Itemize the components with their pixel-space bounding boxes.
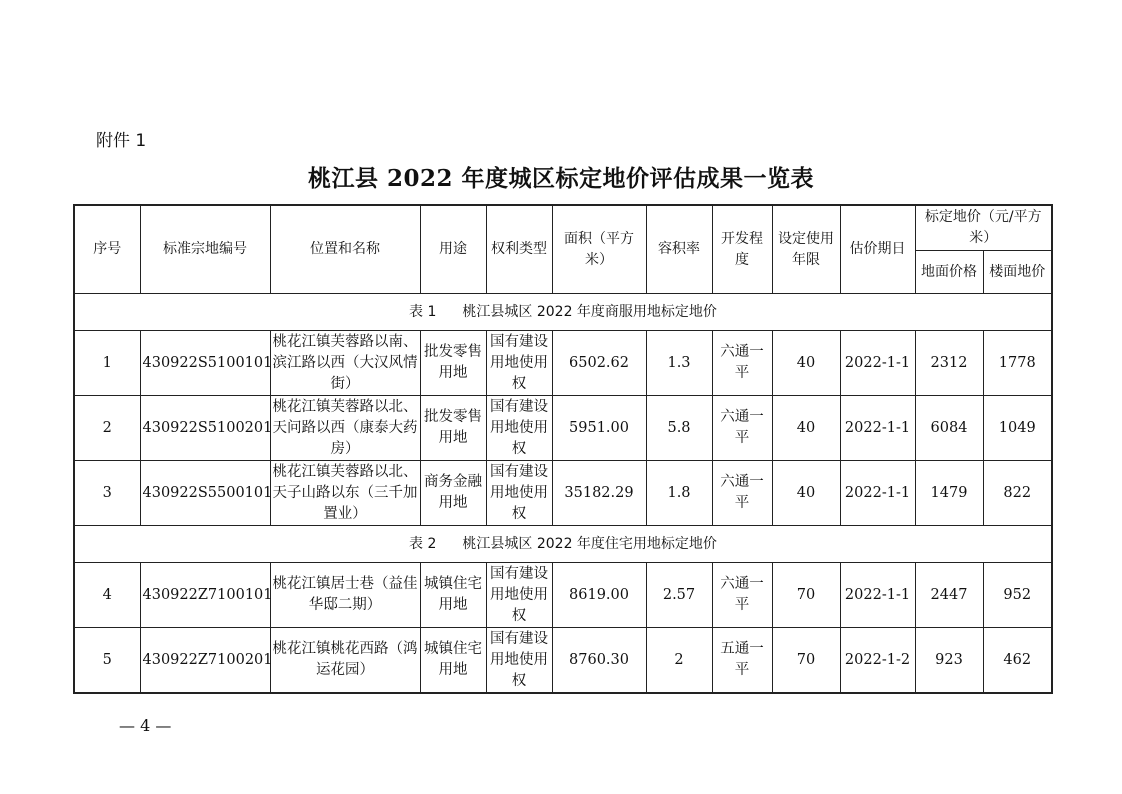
table-row xyxy=(74,331,1052,396)
section-heading xyxy=(74,526,1052,563)
header-use: 用途 xyxy=(420,205,486,294)
cell-area: 35182.29 xyxy=(552,461,646,526)
cell-use: 批发零售用地 xyxy=(420,331,486,396)
cell-code: 430922Z7100101 xyxy=(140,563,270,628)
cell-development: 六通一平 xyxy=(712,563,772,628)
header-land-price: 地面价格 xyxy=(915,251,983,294)
attachment-label: 附件 1 xyxy=(96,131,147,151)
cell-no: 2 xyxy=(74,396,140,461)
cell-land-price: 2312 xyxy=(915,331,983,396)
cell-far: 2 xyxy=(646,628,712,694)
cell-code: 430922S5100201 xyxy=(140,396,270,461)
cell-no: 4 xyxy=(74,563,140,628)
cell-floor-price: 952 xyxy=(983,563,1052,628)
cell-land-price: 923 xyxy=(915,628,983,694)
cell-date: 2022-1-1 xyxy=(840,331,915,396)
header-location: 位置和名称 xyxy=(270,205,420,294)
table-row xyxy=(74,461,1052,526)
header-right-type: 权利类型 xyxy=(486,205,552,294)
cell-location: 桃花江镇桃花西路（鸿运花园） xyxy=(270,628,420,694)
table-row xyxy=(74,628,1052,694)
cell-date: 2022-1-1 xyxy=(840,563,915,628)
header-term: 设定使用年限 xyxy=(772,205,840,294)
section-row xyxy=(74,294,1052,331)
cell-land-price: 6084 xyxy=(915,396,983,461)
header-date: 估价期日 xyxy=(840,205,915,294)
cell-right: 国有建设用地使用权 xyxy=(486,563,552,628)
section-title: 桃江县城区 2022 年度住宅用地标定地价 xyxy=(462,535,717,552)
header-area: 面积（平方米） xyxy=(552,205,646,294)
cell-code: 430922S5100101 xyxy=(140,331,270,396)
cell-right: 国有建设用地使用权 xyxy=(486,461,552,526)
cell-location: 桃花江镇芙蓉路以北、天子山路以东（三千加置业） xyxy=(270,461,420,526)
cell-area: 8760.30 xyxy=(552,628,646,694)
section-row xyxy=(74,526,1052,563)
cell-floor-price: 1049 xyxy=(983,396,1052,461)
section-label: 表 2 xyxy=(409,535,437,552)
cell-no: 5 xyxy=(74,628,140,694)
cell-term: 40 xyxy=(772,461,840,526)
table-row xyxy=(74,563,1052,628)
cell-development: 六通一平 xyxy=(712,461,772,526)
section-label: 表 1 xyxy=(409,303,437,320)
cell-term: 40 xyxy=(772,396,840,461)
cell-use: 商务金融用地 xyxy=(420,461,486,526)
header-price-group: 标定地价（元/平方米） xyxy=(915,205,1052,251)
cell-land-price: 2447 xyxy=(915,563,983,628)
cell-land-price: 1479 xyxy=(915,461,983,526)
cell-right: 国有建设用地使用权 xyxy=(486,331,552,396)
cell-far: 5.8 xyxy=(646,396,712,461)
cell-use: 批发零售用地 xyxy=(420,396,486,461)
header-far: 容积率 xyxy=(646,205,712,294)
cell-development: 六通一平 xyxy=(712,331,772,396)
cell-development: 五通一平 xyxy=(712,628,772,694)
cell-term: 70 xyxy=(772,628,840,694)
cell-area: 5951.00 xyxy=(552,396,646,461)
cell-use: 城镇住宅用地 xyxy=(420,628,486,694)
cell-date: 2022-1-1 xyxy=(840,396,915,461)
cell-location: 桃花江镇芙蓉路以南、滨江路以西（大汉风情街） xyxy=(270,331,420,396)
cell-no: 1 xyxy=(74,331,140,396)
header-floor-price: 楼面地价 xyxy=(983,251,1052,294)
cell-far: 2.57 xyxy=(646,563,712,628)
cell-term: 70 xyxy=(772,563,840,628)
cell-location: 桃花江镇芙蓉路以北、天问路以西（康泰大药房） xyxy=(270,396,420,461)
cell-development: 六通一平 xyxy=(712,396,772,461)
cell-area: 6502.62 xyxy=(552,331,646,396)
cell-area: 8619.00 xyxy=(552,563,646,628)
land-price-table xyxy=(73,204,1053,694)
cell-far: 1.3 xyxy=(646,331,712,396)
header-development: 开发程度 xyxy=(712,205,772,294)
header-no: 序号 xyxy=(74,205,140,294)
cell-code: 430922Z7100201 xyxy=(140,628,270,694)
cell-floor-price: 1778 xyxy=(983,331,1052,396)
cell-code: 430922S5500101 xyxy=(140,461,270,526)
cell-date: 2022-1-1 xyxy=(840,461,915,526)
page-number: — 4 — xyxy=(119,716,172,735)
table-row xyxy=(74,396,1052,461)
page-title: 桃江县 2022 年度城区标定地价评估成果一览表 xyxy=(307,165,815,192)
cell-term: 40 xyxy=(772,331,840,396)
cell-use: 城镇住宅用地 xyxy=(420,563,486,628)
header-parcel-code: 标准宗地编号 xyxy=(140,205,270,294)
cell-floor-price: 462 xyxy=(983,628,1052,694)
cell-far: 1.8 xyxy=(646,461,712,526)
cell-right: 国有建设用地使用权 xyxy=(486,628,552,694)
cell-no: 3 xyxy=(74,461,140,526)
cell-floor-price: 822 xyxy=(983,461,1052,526)
section-title: 桃江县城区 2022 年度商服用地标定地价 xyxy=(462,303,717,320)
cell-right: 国有建设用地使用权 xyxy=(486,396,552,461)
cell-location: 桃花江镇居士巷（益佳华邸二期） xyxy=(270,563,420,628)
cell-date: 2022-1-2 xyxy=(840,628,915,694)
section-heading xyxy=(74,294,1052,331)
